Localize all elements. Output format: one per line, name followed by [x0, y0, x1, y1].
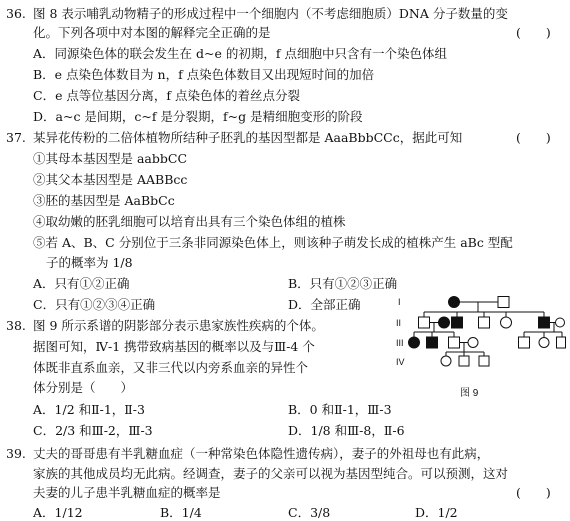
figure-caption: 图 9: [460, 388, 479, 399]
q38-option-b: B．0 和Ⅱ-1，Ⅲ-3: [288, 402, 392, 417]
gen-label-4: IV: [396, 357, 405, 367]
q37-statement-1: ①其母本基因型是 aabbCC: [33, 151, 188, 166]
q39-option-c: C．3/8: [288, 505, 331, 520]
q37-statement-3: ③胚的基因型是 AaBbCc: [33, 193, 175, 208]
gen-label-2: II: [396, 318, 402, 328]
q36-answer-blank: ( ): [516, 25, 551, 40]
q39-stem-line1: 丈夫的哥哥患有半乳糖血症（一种常染色体隐性遗传病），妻子的外祖母也有此病，: [33, 446, 490, 461]
q38-stem-line2: 据图可知，Ⅳ-1 携带致病基因的概率以及与Ⅲ-4 个: [33, 339, 315, 354]
q38-option-d: D．1/8 和Ⅲ-8，Ⅱ-6: [288, 423, 405, 438]
q38-stem-line3: 体既非直系血亲，又非三代以内旁系血亲的异性个: [33, 360, 309, 375]
q39-option-b: B．1/4: [160, 505, 202, 520]
q36-number: 36.: [6, 6, 26, 21]
q36-option-a: A．同源染色体的联会发生在 d~e 的初期，f 点细胞中只含有一个染色体组: [33, 46, 447, 61]
q38-option-c: C．2/3 和Ⅲ-2，Ⅲ-3: [33, 423, 153, 438]
q37-statement-2: ②其父本基因型是 AABBcc: [33, 172, 188, 187]
gen-label-3: III: [396, 338, 404, 348]
q39-option-a: A．1/12: [33, 505, 83, 520]
q36-stem-line2: 化。下列各项中对本图的解释完全正确的是: [33, 25, 271, 40]
q38-stem-line1: 图 9 所示系谱的阴影部分表示患家族性疾病的个体。: [33, 318, 324, 333]
q39-answer-blank: ( ): [516, 485, 551, 500]
pedigree-male-normal: [498, 297, 509, 308]
q37-answer-blank: ( ): [516, 130, 551, 145]
q37-number: 37.: [6, 130, 26, 145]
q36-option-b: B．e 点染色体数目为 n，f 点染色体数目又出现短时间的加倍: [33, 67, 375, 82]
q37-statement-5: ⑤若 A、B、C 分别位于三条非同源染色体上，则该种子萌发长成的植株产生 aBc 型配: [33, 235, 513, 250]
q36-option-c: C．e 点等位基因分离，f 点染色体的着丝点分裂: [33, 88, 301, 103]
q38-option-a: A．1/2 和Ⅱ-1，Ⅱ-3: [33, 402, 145, 417]
q37-statement-4: ④取幼嫩的胚乳细胞可以培育出具有三个染色体组的植株: [33, 214, 346, 229]
q37-option-d: D．全部正确: [288, 297, 361, 312]
q39-number: 39.: [6, 446, 26, 461]
q36-option-d: D．a~c 是间期，c~f 是分裂期，f~g 是精细胞变形的阶段: [33, 109, 363, 124]
q38-stem-line4: 体分别是（ ）: [33, 380, 134, 395]
pedigree-female-affected: [449, 297, 460, 308]
q36-stem-line1: 图 8 表示哺乳动物精子的形成过程中一个细胞内（不考虑细胞质）DNA 分子数量的变: [33, 6, 508, 21]
q37-option-a: A．只有①②正确: [33, 276, 130, 291]
q37-option-c: C．只有①②③④正确: [33, 297, 156, 312]
q37-option-b: B．只有①②③正确: [288, 276, 398, 291]
q37-statement-5-cont: 子的概率为 1/8: [46, 255, 133, 270]
q37-stem: 某异花传粉的二倍体植物所结种子胚乳的基因型都是 AaaBbbCCc，据此可知: [33, 130, 463, 145]
q39-stem-line3: 夫妻的儿子患半乳糖血症的概率是: [33, 485, 221, 500]
pedigree-figure: [394, 292, 566, 402]
q38-number: 38.: [6, 318, 26, 333]
q39-stem-line2: 家族的其他成员均无此病。经调查，妻子的父亲可以视为基因型纯合。可以预测，这对: [33, 466, 509, 481]
q39-option-d: D．1/2: [415, 505, 458, 520]
gen-label-1: I: [398, 297, 401, 307]
